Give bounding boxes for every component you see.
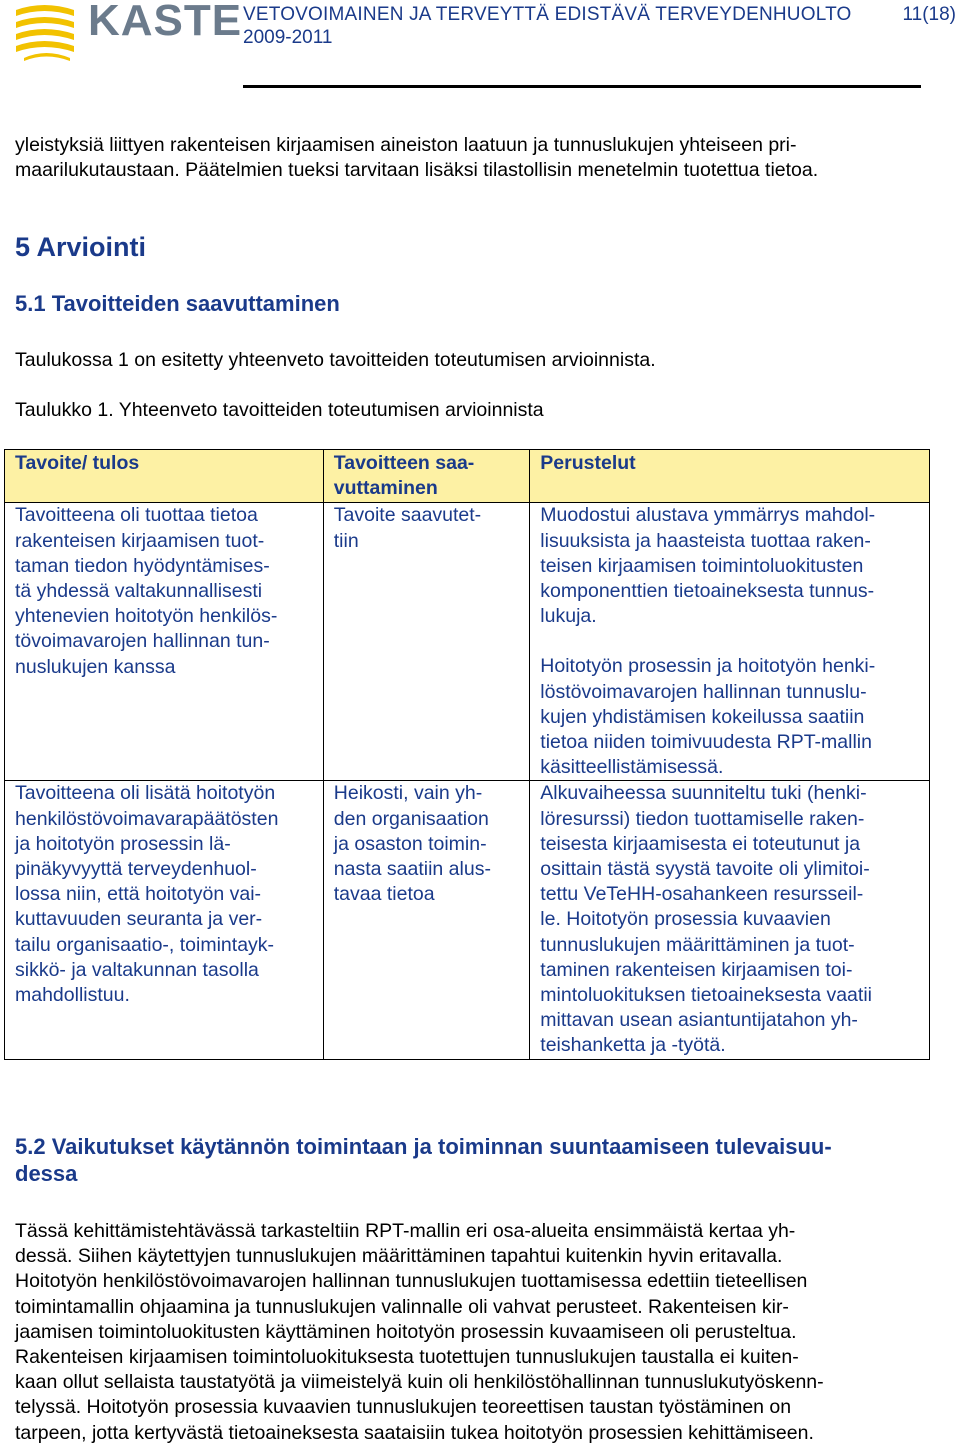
table-caption: Taulukko 1. Yhteenveto tavoitteiden toteutumisen arvioinnista (15, 399, 544, 421)
reason-cell: Alkuvaiheessa suunniteltu tuki (henki- löresurssi) tiedon tuottamiselle raken- teisesta kirjaamisesta ei toteutunut ja osittain tästä syystä tavoite oli ylimitoi- tettu VeTeHH-osahankeen resursseil- le. Hoitotyön prosessia kuvaavien tunnuslukujen määrittäminen ja tuot- taminen rakenteisen kirjaamisen toi- mintoluokituksen tietoaineksesta vaatii mittavan usean asiantuntijatahon yh- teishanketta ja -työtä. (530, 781, 930, 1059)
body-line: Rakenteisen kirjaamisen toimintoluokituksesta tuotettujen tunnuslukujen taustalla ei kuiten- (15, 1346, 799, 1369)
header-title: VETOVOIMAINEN JA TERVEYTTÄ EDISTÄVÄ TERVEYDENHUOLTO (243, 4, 852, 25)
subsection-heading: 5.2 Vaikutukset käytännön toimintaan ja toiminnan suuntaamiseen tulevaisuu- dessa (15, 1134, 832, 1186)
column-header: Perustelut (530, 450, 930, 503)
body-line: tarpeen, jotta kertyvästä tietoaineksesta saataisiin tukea hoitotyön prosessien kehittämiseen. (15, 1421, 814, 1444)
intro-line: yleistyksiä liittyen rakenteisen kirjaamisen aineiston laatuun ja tunnuslukujen yhteiseen pri- (15, 134, 797, 156)
subsection-heading: 5.1 Tavoitteiden saavuttaminen (15, 291, 340, 316)
body-line: jaamisen toimintoluokitusten käyttäminen hoitotyön prosessin kuvaamiseen oli perusteltua. (15, 1320, 797, 1343)
achievement-cell: Heikosti, vain yh- den organisaation ja osaston toimin- nasta saatiin alus- tavaa tietoa (323, 781, 530, 1059)
achievement-cell: Tavoite saavutet- tiin (323, 503, 530, 781)
subsection-text: Taulukossa 1 on esitetty yhteenveto tavoitteiden toteutumisen arvioinnista. (15, 349, 656, 371)
section-heading: 5 Arviointi (15, 232, 147, 262)
body-line: dessä. Siihen käytettyjen tunnuslukujen määrittäminen tapahtui kuitenkin hyvin eritavalla. (15, 1245, 783, 1268)
body-line: telyssä. Hoitotyön prosessia kuvaavien tunnuslukujen teoreettisen taustan työstäminen on (15, 1396, 792, 1419)
body-line: Hoitotyön henkilöstövoimavarojen hallinnan tunnuslukujen tuottamisessa edettiin tieteellisen (15, 1270, 808, 1293)
logo-text: KASTE (88, 0, 243, 45)
header-divider (243, 85, 921, 88)
table-header-row (5, 450, 930, 503)
sun-logo-icon (14, 0, 84, 62)
body-line: kaan ollut sellaista taustatyötä ja viimeistelyä kuin oli henkilöstöhallinnan tunnuslukutyöskenn- (15, 1371, 824, 1394)
table-row (5, 503, 930, 781)
goals-table (4, 449, 930, 1060)
goal-cell: Tavoitteena oli lisätä hoitotyön henkilöstövoimavarapäätösten ja hoitotyön prosessin lä- pinäkyvyyttä terveydenhuol- lossa niin, että hoitotyön vai- kuttavuuden seuranta ja ver- tailu organisaatio-, toimintayk- sikkö- ja valtakunnan tasolla mahdollistuu. (5, 781, 324, 1059)
table-row (5, 781, 930, 1059)
intro-paragraph (15, 133, 918, 183)
body-line: toimintamallin ohjaamina ja tunnuslukujen valinnalle oli vahvat perusteet. Rakenteisen kir- (15, 1295, 789, 1318)
reason-cell: Muodostui alustava ymmärrys mahdol- lisuuksista ja haasteista tuottaa raken- teisen kirjaamisen toimintoluokitusten komponenttien tietoaineksesta tunnus- lukuja. Hoitotyön prosessin ja hoitotyön henki- löstövoimavarojen hallinnan tunnuslu- kujen yhdistämisen kokeilussa saatiin tietoa niiden toimivuudesta RPT-mallin käsitteellistämisessä. (530, 503, 930, 781)
kaste-logo (14, 0, 243, 62)
goal-cell: Tavoitteena oli tuottaa tietoa rakenteisen kirjaamisen tuot- taman tiedon hyödyntämises- tä yhdessä valtakunnallisesti yhtenevien hoitotyön henkilös- tövoimavarojen hallinnan tun- nuslukujen kanssa (5, 503, 324, 781)
column-header: Tavoitteen saa- vuttaminen (323, 450, 530, 503)
header-years: 2009-2011 (243, 27, 333, 48)
page-header (0, 0, 960, 90)
body-paragraph (15, 1219, 918, 1446)
page-number: 11(18) (902, 4, 956, 25)
column-header: Tavoite/ tulos (5, 450, 324, 503)
intro-line: maarilukutaustaan. Päätelmien tueksi tarvitaan lisäksi tilastollisin menetelmin tuotettua tietoa. (15, 159, 819, 182)
body-line: Tässä kehittämistehtävässä tarkasteltiin RPT-mallin eri osa-alueita ensimmäistä kertaa yh- (15, 1220, 796, 1242)
